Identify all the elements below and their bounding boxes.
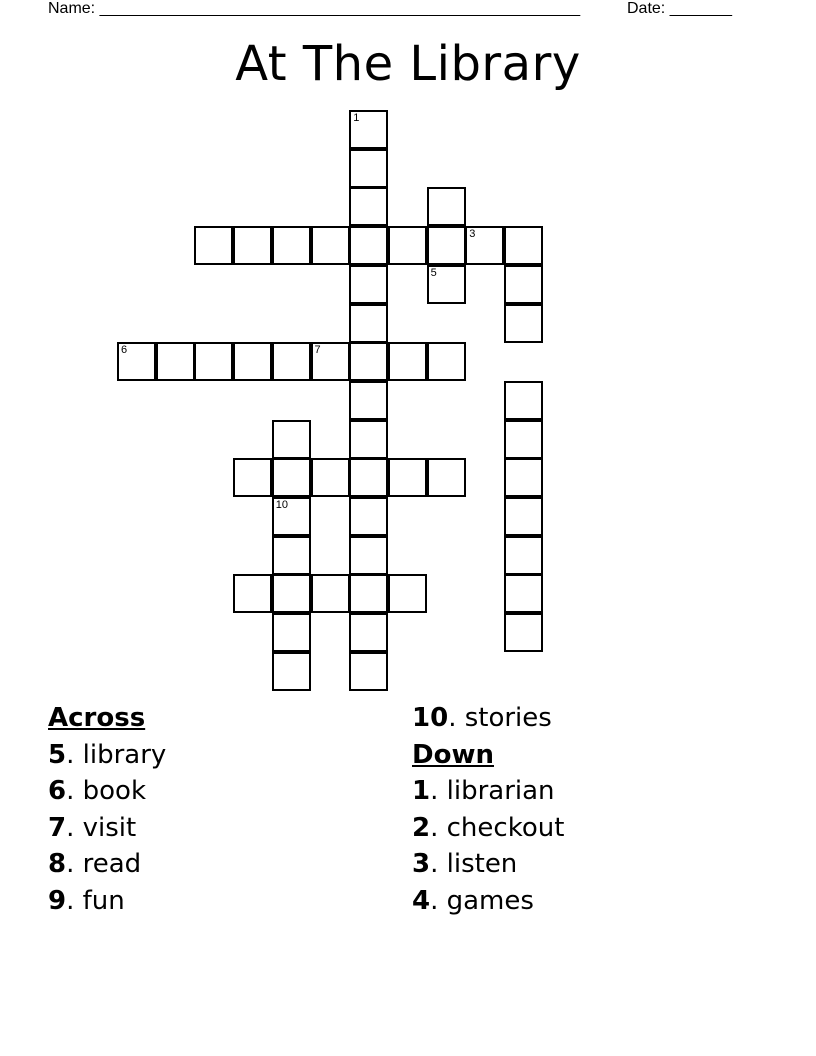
grid-cell[interactable]: [272, 574, 311, 613]
clue-number: 10: [275, 499, 289, 511]
grid-cell[interactable]: [349, 574, 388, 613]
grid-cell[interactable]: [504, 613, 543, 652]
grid-cell[interactable]: [504, 420, 543, 459]
grid-cell[interactable]: [504, 381, 543, 420]
grid-cell[interactable]: [311, 574, 350, 613]
across-heading: Across: [48, 703, 146, 733]
grid-cell[interactable]: [349, 149, 388, 188]
grid-cell[interactable]: [349, 381, 388, 420]
grid-cell[interactable]: [349, 187, 388, 226]
grid-cell[interactable]: [465, 226, 504, 265]
grid-cell[interactable]: [349, 652, 388, 691]
grid-cell[interactable]: [272, 458, 311, 497]
grid-cell[interactable]: [233, 226, 272, 265]
grid-cell[interactable]: [349, 458, 388, 497]
grid-cell[interactable]: [233, 458, 272, 497]
grid-cell[interactable]: [349, 497, 388, 536]
grid-cell[interactable]: [311, 342, 350, 381]
grid-cell[interactable]: [311, 458, 350, 497]
clue-number: 1: [353, 112, 360, 124]
grid-cell[interactable]: [504, 226, 543, 265]
across-clue-6: 6. book: [48, 776, 146, 806]
grid-cell[interactable]: [427, 265, 466, 304]
across-clue-10: 10. stories: [412, 703, 552, 733]
grid-cell[interactable]: [349, 265, 388, 304]
grid-cell[interactable]: [117, 342, 156, 381]
grid-cell[interactable]: [388, 342, 427, 381]
grid-cell[interactable]: [349, 613, 388, 652]
grid-cell[interactable]: [272, 342, 311, 381]
grid-cell[interactable]: [504, 574, 543, 613]
down-clue-3: 3. listen: [412, 849, 518, 879]
down-clue-1: 1. librarian: [412, 776, 555, 806]
grid-cell[interactable]: [388, 226, 427, 265]
name-field: Name: ______________________________________________________: [48, 0, 581, 17]
down-clue-4: 4. games: [412, 885, 534, 916]
grid-cell[interactable]: [504, 304, 543, 343]
across-clue-8: 8. read: [48, 849, 142, 879]
grid-cell[interactable]: [349, 110, 388, 149]
grid-cell[interactable]: [427, 458, 466, 497]
grid-cell[interactable]: [194, 226, 233, 265]
grid-cell[interactable]: [427, 342, 466, 381]
date-field: Date: _______: [627, 0, 732, 17]
clue-number: 6: [121, 344, 128, 357]
grid-cell[interactable]: [388, 458, 427, 497]
grid-cell[interactable]: [504, 497, 543, 536]
grid-cell[interactable]: [427, 226, 466, 265]
grid-cell[interactable]: [272, 613, 311, 652]
across-clue-5: 5. library: [48, 739, 167, 770]
grid-cell[interactable]: [233, 342, 272, 381]
grid-cell[interactable]: [156, 342, 195, 381]
grid-cell[interactable]: [272, 226, 311, 265]
page-title: At The Library: [235, 36, 581, 92]
grid-cell[interactable]: [349, 420, 388, 459]
grid-cell[interactable]: [272, 652, 311, 691]
grid-cell[interactable]: [349, 536, 388, 575]
down-clues: [412, 700, 564, 919]
grid-cell[interactable]: [388, 574, 427, 613]
down-clue-2: 2. checkout: [412, 812, 565, 843]
across-clues: [48, 700, 166, 919]
clue-number: 7: [314, 344, 321, 357]
grid-cell[interactable]: [349, 226, 388, 265]
grid-cell[interactable]: [504, 265, 543, 304]
clue-number: 5: [430, 266, 437, 279]
grid-cell[interactable]: [272, 420, 311, 459]
grid-cell[interactable]: [349, 342, 388, 381]
grid-cell[interactable]: [272, 536, 311, 575]
grid-cell[interactable]: [427, 187, 466, 226]
grid-cell[interactable]: [349, 304, 388, 343]
down-heading: Down: [412, 739, 494, 770]
clue-number: 3: [469, 228, 476, 241]
grid-cell[interactable]: [504, 536, 543, 575]
across-clue-9: 9. fun: [48, 885, 125, 916]
across-clue-7: 7. visit: [48, 812, 137, 843]
grid-cell[interactable]: [194, 342, 233, 381]
grid-cell[interactable]: [504, 458, 543, 497]
grid-cell[interactable]: [311, 226, 350, 265]
grid-cell[interactable]: [233, 574, 272, 613]
grid-cell[interactable]: [272, 497, 311, 536]
